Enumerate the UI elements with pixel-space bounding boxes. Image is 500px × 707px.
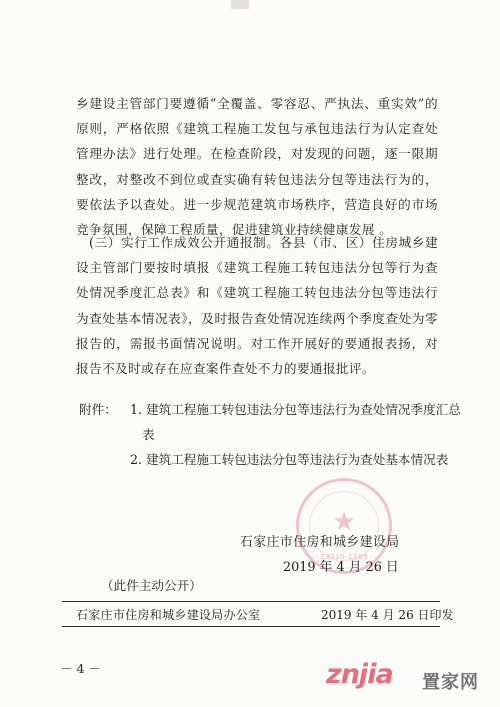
seal-code: 13010-1189 [320,553,368,561]
body-paragraph-1: 乡建设主管部门要遵循“全覆盖、零容忍、严执法、重实效”的原则，严格依照《建筑工程施工发包与承包违法行为认定查处管理办法》进行处理。在检查阶段，对发现的问题，逐一限期整改，对整改不到位或查实确有转包违法分包等违法行为的，要依法予以查处。进一步规范建筑市场秩序，营造良好的市场竞争氛围，保障工程质量，促进建筑业持续健康发展 。 [76,96,438,238]
attachment-item-2: 2. 建筑工程施工转包违法分包等违法行为查处基本情况表 [130,452,449,467]
signature-date: 2019 年 4 月 26 日 [283,560,399,575]
watermark-logo: znjia [326,659,393,690]
disclosure-note: （此件主动公开） [101,578,202,593]
issuer-name: 石家庄市住房和城乡建设局 [240,535,400,550]
attachment-item-1: 1. 建筑工程施工转包违法分包等违法行为查处情况季度汇总表 [130,402,461,442]
scan-mark [231,0,249,9]
seal-star-icon: ★ [332,507,356,537]
footer-top-rule [62,601,440,602]
attachments-label: 附件： [79,402,117,417]
page-number: － 4 － [60,661,101,676]
body-paragraph-2: (三）实行工作成效公开通报制。各县（市、区）住房城乡建设主管部门要按时填报《建筑工程施工转包违法分包等行为查处情况季度汇总表》和《建筑工程施工转包违法分包等违法行为查处基本情况表》，及时报告查处情况连续两个季度查处为零报告的，需报书面情况说明。对工作开展好的要通报表扬，对报告不及时或存在应查案件查处不力的要通报批评。 [76,235,438,377]
watermark-text: 置家网 [422,672,479,693]
print-date: 2019 年 4 月 26 日印发 [321,608,454,622]
footer-bottom-rule [62,626,440,627]
issuing-office: 石家庄市住房和城乡建设局办公室 [76,608,261,622]
